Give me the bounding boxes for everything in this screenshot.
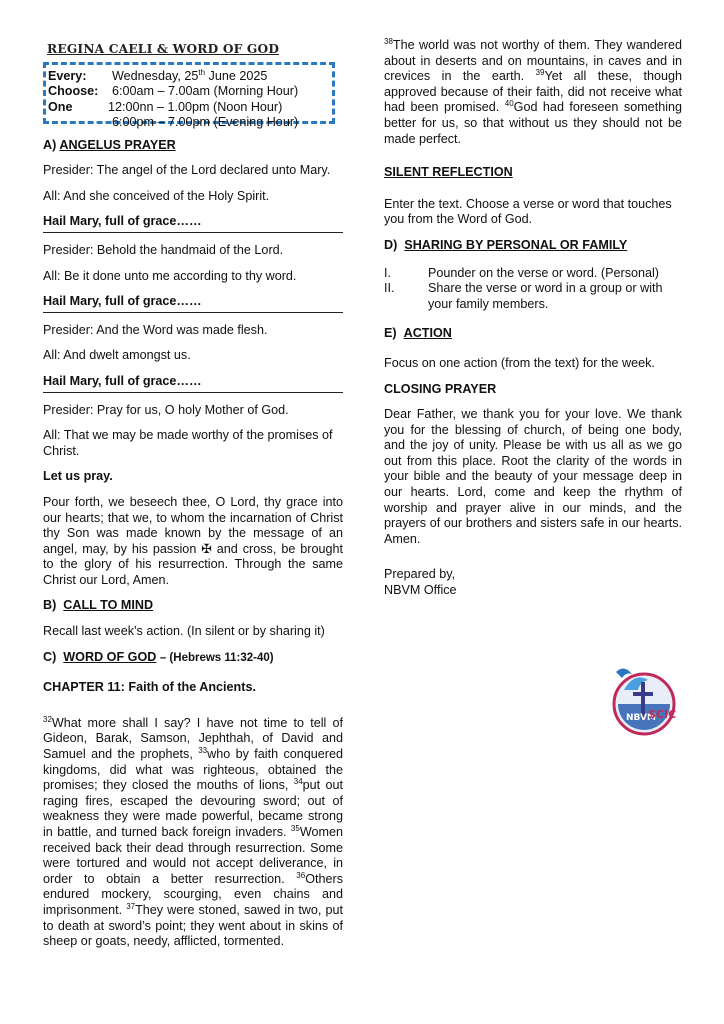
- schedule-row: [48, 100, 332, 116]
- call-to-mind-text: Recall last week’s action. (In silent or by sharing it): [43, 624, 325, 639]
- scripture-text: $^{32}$What more shall I say? I have not time to tell of Gideon, Barak, Samson, Jephthah, of David and Samuel and the prophets, $^{33}$who by faith conquered kingdoms, did what was righteous, obtained the promises; they closed the mouths of lions, $^{34}$put out raging fires, escaped the devouring sword; out of weakness they were made powerful, became strong in battle, and turned back foreign invaders. $^{35}$Women received back their dead through resurrection. Some were tortured and would not accept deliverance, in order to obtain a better resurrection. $^{36}$Others endured mockery, scourging, even chains and imprisonment. $^{37}$They were stoned, sawed in two, put to death at sword’s point; they went about in skins of sheep or goats, needy, afflicted, tormented.: [43, 714, 344, 949]
- schedule-value: 12:00nn – 1.00pm (Noon Hour): [108, 99, 283, 114]
- schedule-row: [48, 69, 332, 85]
- schedule-row: [48, 115, 332, 131]
- prepared-by: Prepared by,: [384, 567, 456, 582]
- nbvm-scic-logo-icon: [604, 660, 680, 740]
- action-text: Focus on one action (from the text) for the week.: [384, 355, 655, 370]
- chapter-title: CHAPTER 11: Faith of the Ancients.: [43, 680, 256, 695]
- angelus-line: Presider: Behold the handmaid of the Lord.: [43, 242, 284, 257]
- angelus-heading: A) ANGELUS PRAYER: [43, 137, 176, 152]
- schedule-box: [43, 62, 335, 130]
- prepared-office: NBVM Office: [384, 583, 457, 598]
- closing-prayer: Dear Father, we thank you for your love. We thank you for the blessing of church, of being one body, and the joy of unity. Please be with us all as we go out from this place. Root the clarity of the words in your bible and the beauty of your message deep in our hearts. Lord, come and keep the rhythm of worship and prayer alive in our minds, and the prayers of our brothers and sisters safe in our hearts. Amen.: [384, 407, 682, 546]
- hail-mary-line: Hail Mary, full of grace……: [43, 374, 343, 393]
- list-item: II. Share the verse or word in a group or with your family members.: [384, 281, 663, 311]
- scripture-continued: $^{38}$The world was not worthy of them. They wandered about in deserts and on mountains, in caves and in crevices in the earth. $^{39}$Yet all these, though approved because of their faith, did not receive what had been promised. $^{40}$God had foreseen something better for us, so that without us they should not be made perfect.: [384, 36, 683, 146]
- svg-text:NBVM: NBVM: [626, 713, 656, 723]
- angelus-line: All: Be it done unto me according to thy word.: [43, 268, 297, 283]
- silent-reflection-heading: SILENT REFLECTION: [384, 165, 513, 180]
- angelus-line: Presider: Pray for us, O holy Mother of God.: [43, 402, 289, 417]
- action-heading: E) ACTION: [384, 326, 452, 341]
- word-of-god-heading: C) WORD OF GOD – (Hebrews 11:32-40): [43, 649, 274, 664]
- schedule-value: 6:00am – 7.00am (Morning Hour): [112, 84, 299, 99]
- schedule-key: One: [48, 99, 73, 114]
- right-column: [384, 38, 682, 599]
- schedule-value: 6:00pm – 7.00pm (Evening Hour): [112, 115, 299, 130]
- angelus-line: Presider: And the Word was made flesh.: [43, 322, 268, 337]
- hail-mary-line: Hail Mary, full of grace……: [43, 214, 343, 233]
- angelus-prayer: Pour forth, we beseech thee, O Lord, thy grace into our hearts; that we, to whom the incarnation of Christ thy Son was made known by the message of an angel, may, by his passion ✠ and cross, be brought to the glory of his resurrection. Through the same Christ our Lord, Amen.: [43, 494, 343, 587]
- page-title: REGINA CAELI & WORD OF GOD: [47, 42, 280, 56]
- schedule-row: [48, 84, 332, 100]
- hail-mary-line: Hail Mary, full of grace……: [43, 294, 343, 313]
- schedule-key: [48, 115, 108, 131]
- angelus-line: All: And dwelt amongst us.: [43, 348, 191, 363]
- list-item: I. Pounder on the verse or word. (Personal): [384, 265, 660, 280]
- angelus-line: All: That we may be made worthy of the promises of Christ.: [43, 428, 333, 458]
- angelus-line: All: And she conceived of the Holy Spirit.: [43, 188, 270, 203]
- schedule-key: Every:: [48, 68, 87, 83]
- silent-reflection-text: Enter the text. Choose a verse or word that touches you from the Word of God.: [384, 196, 672, 227]
- call-to-mind-heading: B) CALL TO MIND: [43, 598, 154, 613]
- left-column: [43, 40, 343, 950]
- closing-heading: CLOSING PRAYER: [384, 381, 497, 396]
- svg-text:SCIC: SCIC: [648, 708, 677, 721]
- sharing-list: [384, 266, 682, 313]
- schedule-key: Choose:: [48, 84, 99, 99]
- sharing-heading: D) SHARING BY PERSONAL OR FAMILY: [384, 237, 628, 252]
- let-us-pray: Let us pray.: [43, 469, 113, 484]
- angelus-line: Presider: The angel of the Lord declared unto Mary.: [43, 163, 331, 178]
- schedule-value: Wednesday, 25th June 2025: [112, 67, 268, 83]
